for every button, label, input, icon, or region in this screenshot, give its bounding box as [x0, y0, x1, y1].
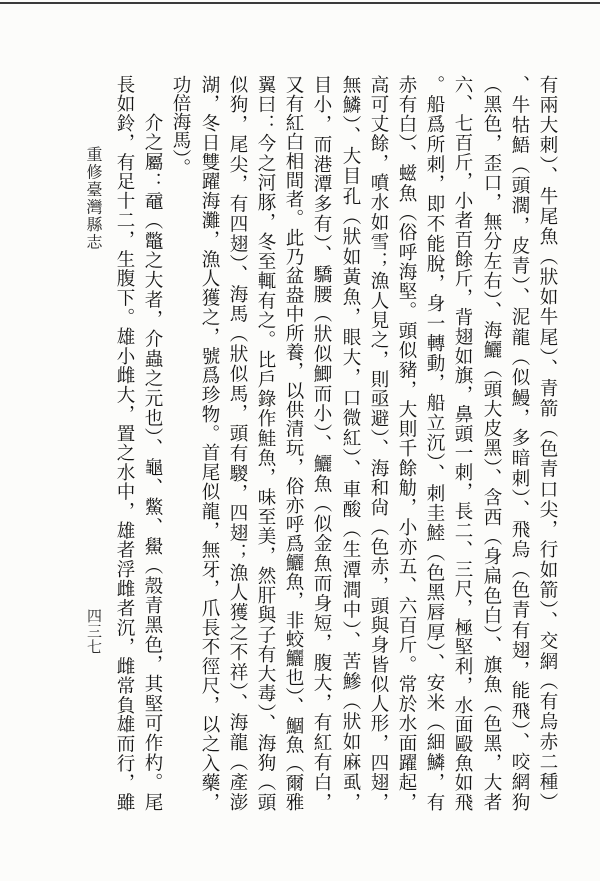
text-column: 長如鈴，有足十二，生腹下。雄小雌大，置之水中，雄者浮雌者沉，雌常負雄而行，雖: [114, 75, 135, 811]
page-top-edge: [0, 2, 600, 4]
text-column-paragraph-start: 介之屬：黿（鼈之大者，介蟲之元也）、龜、鱉、鱟（殼青黑色，其堅可作杓。尾: [142, 113, 163, 811]
text-column: 有兩大刺）、牛尾魚（狀如牛尾）、青箭（色青口尖，行如箭）、交網（有烏赤二種）: [537, 75, 558, 811]
text-column: （黑色，歪口，無分左右）、海鱺（頭大皮黑）、含西（身扁色白）、旗魚（色黑，大者: [481, 75, 502, 811]
text-column-paragraph-end: 功倍海馬）。: [170, 75, 191, 177]
text-column: 赤有白）、螆魚（俗呼海堅。頭似豬，大則千餘觔，小亦五、六百斤。常於水面躍起，: [396, 75, 417, 811]
text-column: 目小，而港潭多有）、驕腰（狀似鯽而小）、鱺魚（似金魚而身短，腹大，有紅有白，: [311, 75, 332, 811]
text-column: 翼曰：今之河豚，冬至輒有之。比戶錄作鮭魚，味至美，然肝與子有大毒）、海狗（頭: [255, 75, 276, 811]
text-column: 、牛牯鯃（頭濶，皮青）、泥龍（似鰻，多暗刺）、飛烏（色青有翅，能飛）、咬網狗: [509, 75, 530, 811]
text-column: 湖，冬日雙躍海灘，漁人獲之，號爲珍物。首尾似龍，無牙，爪長不徑尺，以之入藥，: [199, 75, 220, 811]
page-number: 四三七: [85, 608, 103, 655]
text-column: 無鱗）、大目孔（狀如黃魚，眼大，口微紅）、車酸（生潭澗中）、苦鰺（狀如麻虱，: [340, 75, 361, 811]
text-column: 六、七百斤，小者百餘斤，背翅如旗，鼻頭一刺，長二、三尺，極堅利，水面毆魚如飛: [452, 75, 473, 811]
text-column: 。船爲所刺，即不能脫，身一轉動，船立沉）、刺圭鯥（色黑唇厚）、安米（細鱗，有: [424, 75, 445, 811]
text-column: 似狗，尾尖，有四翅）、海馬（狀似馬，頭有騣，四翅；漁人獲之不祥）、海龍（產澎: [227, 75, 248, 811]
running-title: 重修臺灣縣志: [84, 146, 103, 251]
text-column: 又有紅白相間者。此乃盆盎中所養，以供清玩，俗亦呼爲鱺魚，非蛟鱺也）、鯝魚（爾雅: [283, 75, 304, 811]
text-column: 高可丈餘，噴水如雪；漁人見之，則亟避）、海和尙（色赤，頭與身皆似人形，四翅，: [368, 75, 389, 811]
